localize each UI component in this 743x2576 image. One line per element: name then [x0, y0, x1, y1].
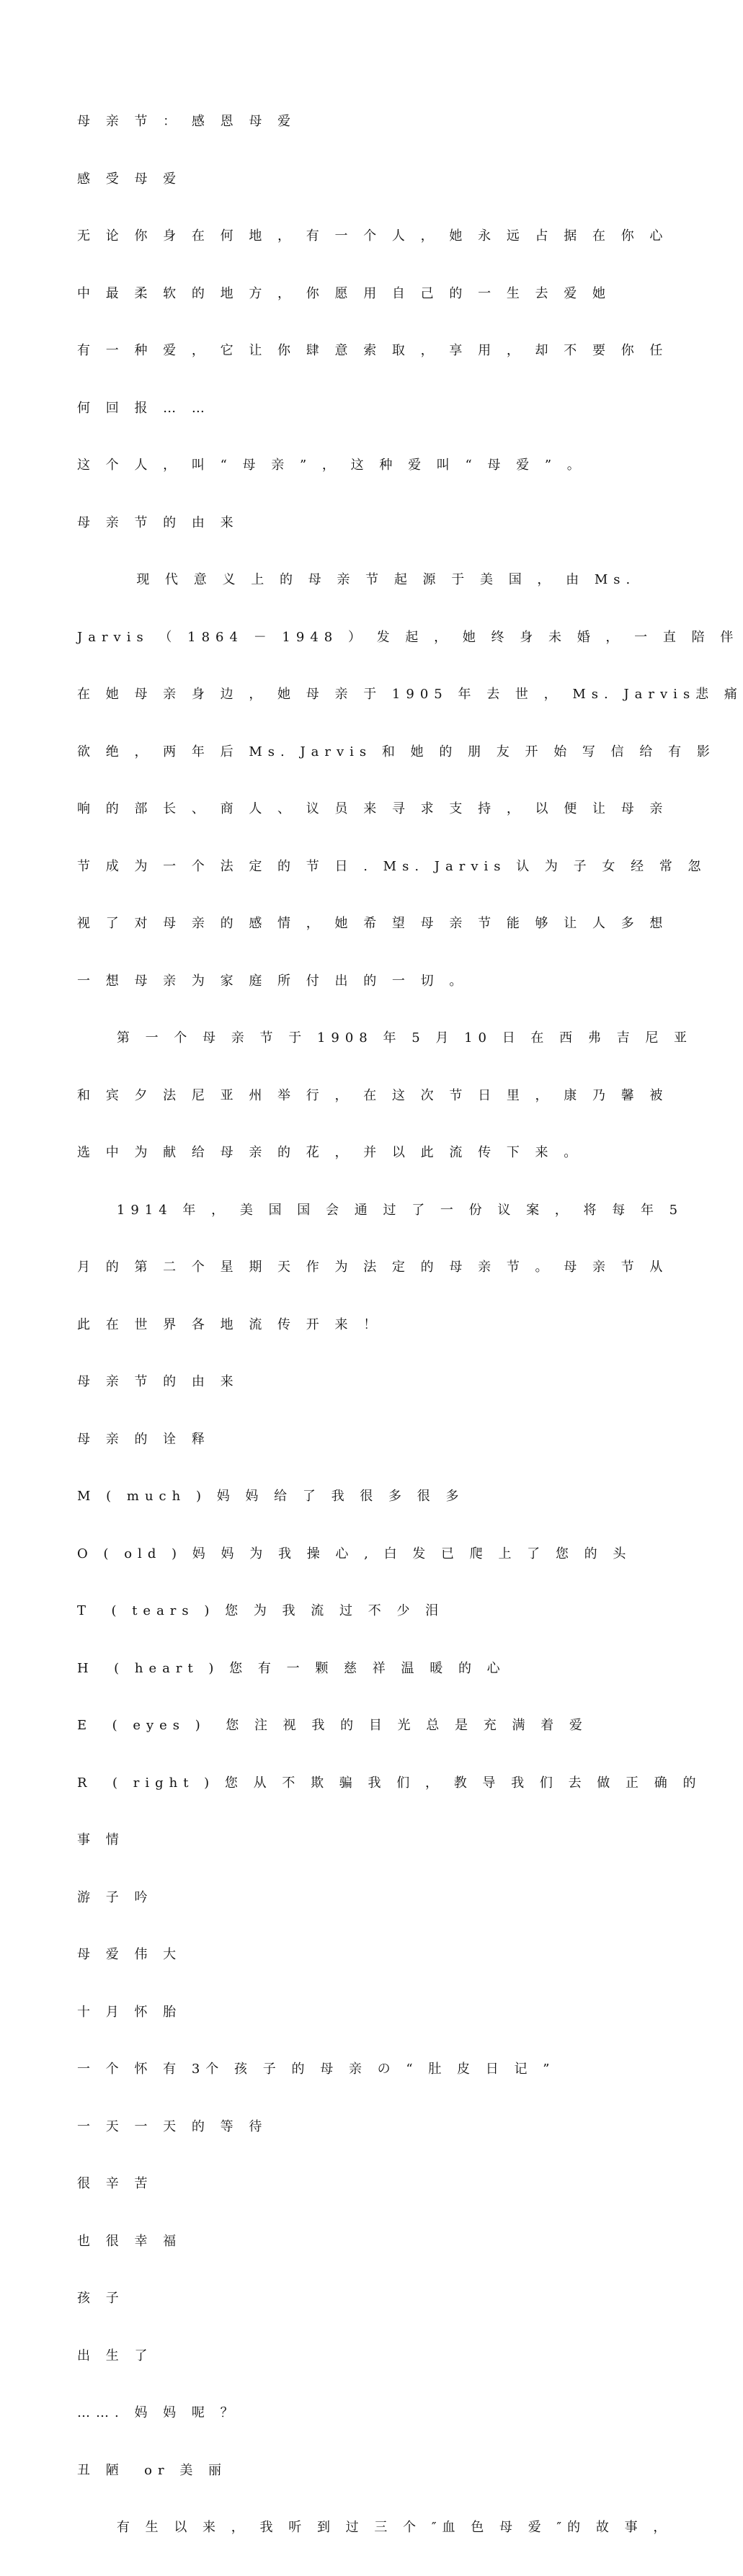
- paragraph-line: 和 宾 夕 法 尼 亚 州 举 行 ， 在 这 次 节 日 里 ， 康 乃 馨 被: [77, 1087, 669, 1103]
- acrostic-line: O ( old ) 妈 妈 为 我 操 心 , 白 发 已 爬 上 了 您 的 头: [77, 1546, 632, 1561]
- section-heading: 母 亲 节 的 由 来: [77, 1374, 239, 1389]
- acrostic-line: 事 情: [77, 1832, 125, 1848]
- acrostic-line: M ( much ) 妈 妈 给 了 我 很 多 很 多: [77, 1489, 465, 1504]
- paragraph-line: 现 代 意 义 上 的 母 亲 节 起 源 于 美 国 ， 由 Ms.: [77, 572, 636, 587]
- acrostic-line: H ( heart ) 您 有 一 颗 慈 祥 温 暖 的 心: [77, 1660, 506, 1676]
- short-line: 一 个 怀 有 3个 孩 子 的 母 亲 の “ 肚 皮 日 记 ”: [77, 2062, 556, 2077]
- paragraph-line: 有 生 以 来 ， 我 听 到 过 三 个 ″血 色 母 爱 ″的 故 事 ，: [77, 2520, 672, 2535]
- short-line: ……. 妈 妈 呢 ？: [77, 2405, 239, 2420]
- short-line: 一 天 一 天 的 等 待: [77, 2118, 268, 2134]
- paragraph-line: 欲 绝 ， 两 年 后 Ms. Jarvis 和 她 的 朋 友 开 始 写 信 给 有 影: [77, 744, 716, 759]
- short-line: 很 辛 苦: [77, 2176, 154, 2191]
- acrostic-line: R ( right ) 您 从 不 欺 骗 我 们 ， 教 导 我 们 去 做 正 确 的: [77, 1775, 702, 1791]
- acrostic-line: T ( tears ) 您 为 我 流 过 不 少 泪: [77, 1603, 445, 1618]
- paragraph-line: 视 了 对 母 亲 的 感 情 ， 她 希 望 母 亲 节 能 够 让 人 多 想: [77, 916, 669, 931]
- short-line: 孩 子: [77, 2291, 125, 2306]
- paragraph-line: 无 论 你 身 在 何 地 ， 有 一 个 人 ， 她 永 远 占 据 在 你 心: [77, 228, 669, 244]
- paragraph-line: 有 一 种 爱 ， 它 让 你 肆 意 索 取 ， 享 用 ， 却 不 要 你 任: [77, 343, 669, 358]
- section-heading: 母 亲 的 诠 释: [77, 1431, 210, 1447]
- section-heading: 母 亲 节 的 由 来: [77, 514, 239, 530]
- paragraph-line: 一 想 母 亲 为 家 庭 所 付 出 的 一 切 。: [77, 973, 468, 989]
- section-heading: 游 子 吟: [77, 1889, 154, 1905]
- short-line: 也 很 幸 福: [77, 2233, 182, 2249]
- section-heading: 感 受 母 爱: [77, 171, 182, 187]
- doc-title: 母 亲 节 ： 感 恩 母 爱: [77, 114, 297, 129]
- short-line: 十 月 怀 胎: [77, 2004, 182, 2020]
- paragraph-line: Jarvis （ 1864 － 1948 ） 发 起 ， 她 终 身 未 婚 ， 一 直 陪 伴: [77, 629, 739, 645]
- paragraph-line: 响 的 部 长 、 商 人 、 议 员 来 寻 求 支 持 ， 以 便 让 母 亲: [77, 801, 669, 816]
- short-line: 出 生 了: [77, 2348, 154, 2363]
- paragraph-line: 这 个 人 ， 叫 “ 母 亲 ” ， 这 种 爱 叫 “ 母 爱 ” 。: [77, 458, 586, 473]
- paragraph-line: 在 她 母 亲 身 边 ， 她 母 亲 于 1905 年 去 世 ， Ms. Jarvis悲 痛: [77, 687, 743, 702]
- paragraph-line: 中 最 柔 软 的 地 方 ， 你 愿 用 自 己 的 一 生 去 爱 她: [77, 285, 611, 301]
- paragraph-line: 选 中 为 献 给 母 亲 的 花 ， 并 以 此 流 传 下 来 。: [77, 1145, 583, 1160]
- paragraph-line: 此 在 世 界 各 地 流 传 开 来 ！: [77, 1316, 383, 1332]
- short-line: 母 爱 伟 大: [77, 1947, 182, 1962]
- paragraph-line: 月 的 第 二 个 星 期 天 作 为 法 定 的 母 亲 节 。 母 亲 节 从: [77, 1260, 669, 1275]
- acrostic-line: E ( eyes ) 您 注 视 我 的 目 光 总 是 充 满 着 爱: [77, 1718, 588, 1733]
- paragraph-line: 节 成 为 一 个 法 定 的 节 日 . Ms. Jarvis 认 为 子 女 经 常 忽: [77, 858, 707, 874]
- paragraph-line: 1914 年 ， 美 国 国 会 通 过 了 一 份 议 案 ， 将 每 年 5: [77, 1202, 684, 1218]
- short-line: 丑 陋 or 美 丽: [77, 2462, 228, 2478]
- paragraph-line: 何 回 报 … …: [77, 400, 210, 416]
- document-body: [77, 74, 743, 2576]
- paragraph-line: 第 一 个 母 亲 节 于 1908 年 5 月 10 日 在 西 弗 吉 尼 亚: [77, 1030, 693, 1046]
